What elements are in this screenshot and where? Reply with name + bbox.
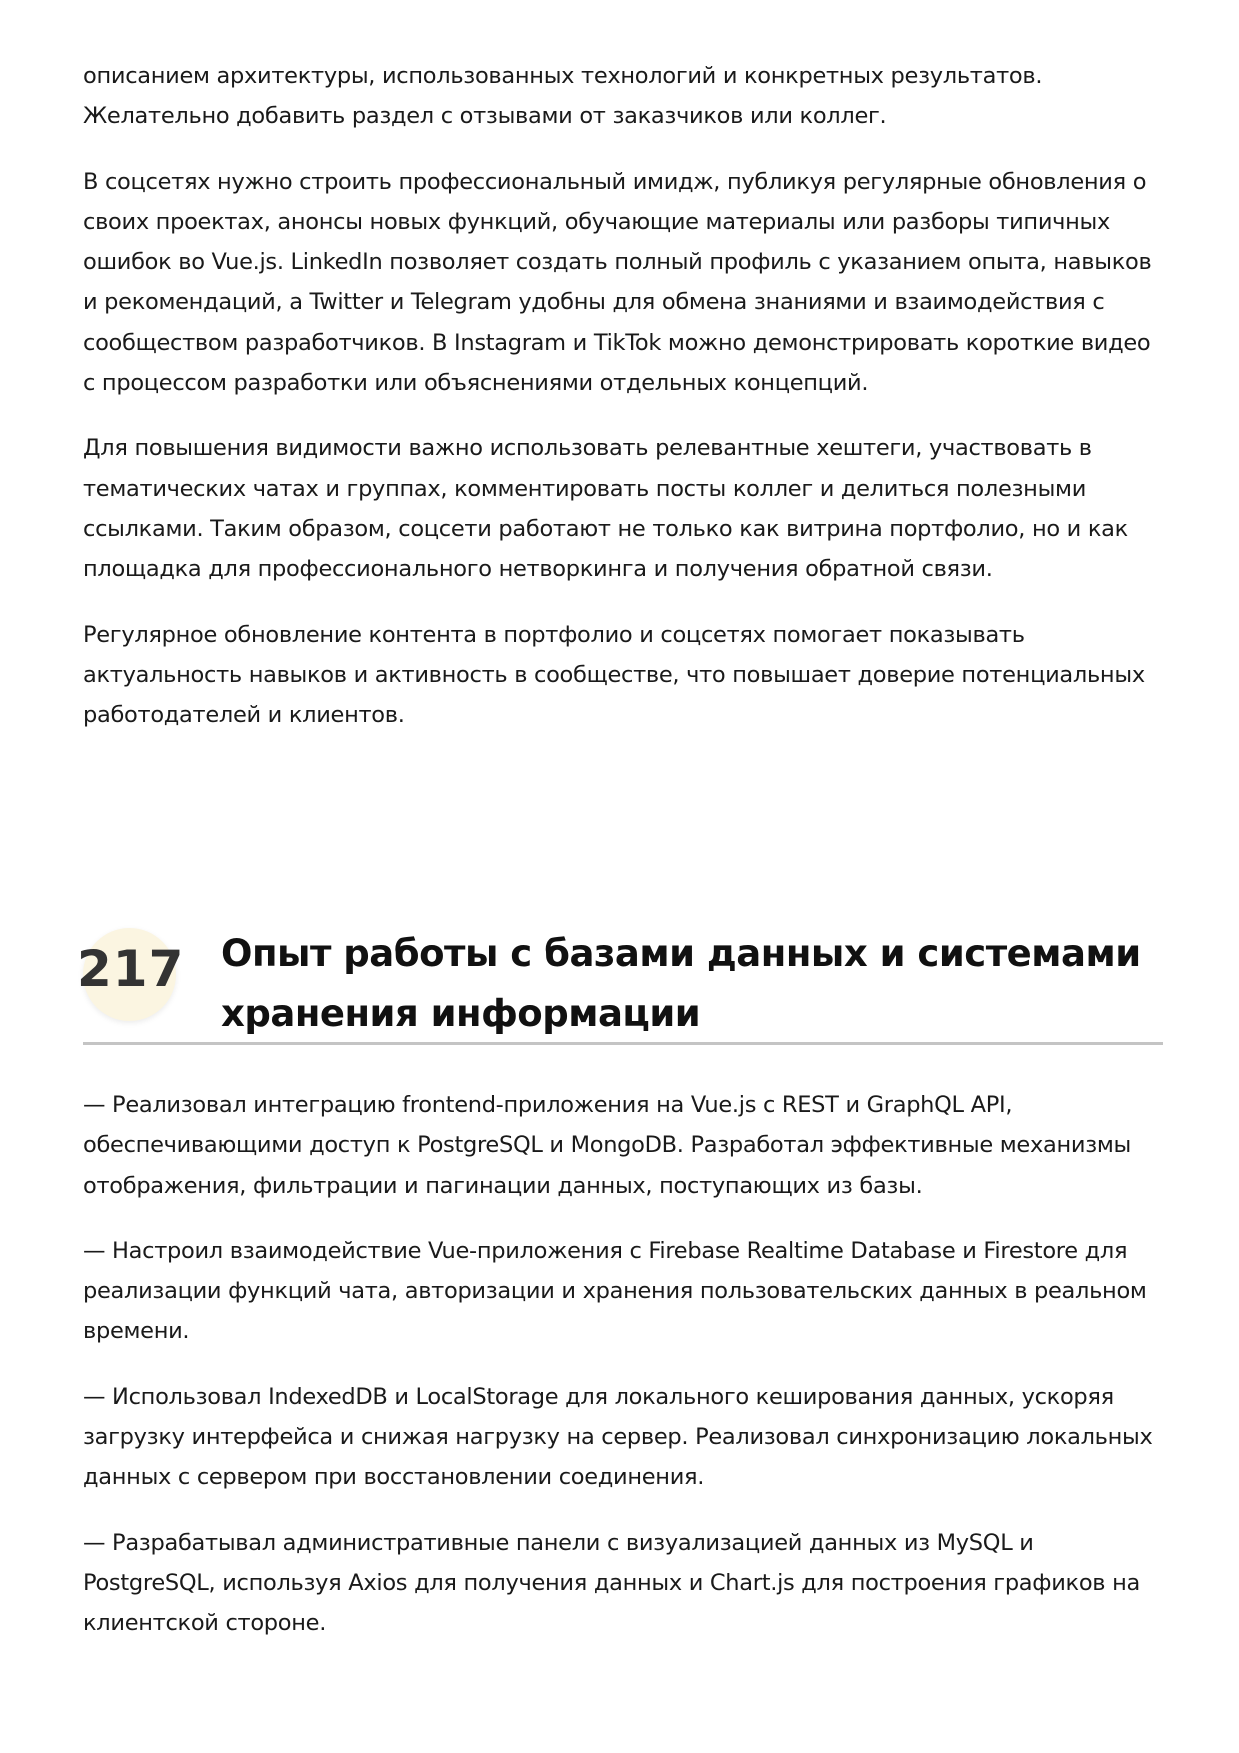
chapter-title-line: хранения информации bbox=[221, 992, 701, 1035]
text-line: данных с сервером при восстановлении соединения. bbox=[83, 1464, 705, 1491]
text-line: сообществом разработчиков. В Instagram и TikTok можно демонстрировать короткие видео bbox=[83, 329, 1151, 356]
section-body bbox=[83, 1085, 1163, 1669]
paragraph bbox=[83, 615, 1163, 736]
text-line: отображения, фильтрации и пагинации данных, поступающих из базы. bbox=[83, 1172, 923, 1199]
text-line: загрузку интерфейса и снижая нагрузку на сервер. Реализовал синхронизацию локальных bbox=[83, 1424, 1153, 1451]
paragraph bbox=[83, 1231, 1163, 1352]
text-line: актуальность навыков и активность в сообществе, что повышает доверие потенциальных bbox=[83, 661, 1145, 688]
text-line: работодателей и клиентов. bbox=[83, 702, 405, 729]
text-line: и рекомендаций, а Twitter и Telegram удобны для обмена знаниями и взаимодействия с bbox=[83, 289, 1105, 316]
chapter-header bbox=[77, 912, 1163, 1045]
text-line: реализации функций чата, авторизации и хранения пользовательских данных в реальном bbox=[83, 1278, 1147, 1305]
paragraph bbox=[83, 1085, 1163, 1206]
paragraph bbox=[83, 56, 1163, 137]
text-line: — Настроил взаимодействие Vue-приложения с Firebase Realtime Database и Firestore для bbox=[83, 1237, 1128, 1264]
paragraph bbox=[83, 1523, 1163, 1644]
text-line: площадка для профессионального нетворкинга и получения обратной связи. bbox=[83, 556, 993, 583]
chapter-number: 217 bbox=[77, 940, 185, 998]
paragraph bbox=[83, 428, 1163, 589]
text-line: ссылками. Таким образом, соцсети работают не только как витрина портфолио, но и как bbox=[83, 515, 1128, 542]
text-line: В соцсетях нужно строить профессиональный имидж, публикуя регулярные обновления о bbox=[83, 168, 1147, 195]
chapter-title-line: Опыт работы с базами данных и системами bbox=[221, 932, 1141, 975]
text-line: PostgreSQL, используя Axios для получения данных и Chart.js для построения графиков на bbox=[83, 1569, 1141, 1596]
text-line: тематических чатах и группах, комментировать посты коллег и делиться полезными bbox=[83, 475, 1087, 502]
paragraph bbox=[83, 1377, 1163, 1498]
text-line: с процессом разработки или объяснениями отдельных концепций. bbox=[83, 370, 869, 397]
text-line: своих проектах, анонсы новых функций, обучающие материалы или разборы типичных bbox=[83, 208, 1111, 235]
paragraph bbox=[83, 162, 1163, 404]
chapter-title bbox=[221, 924, 1151, 1044]
text-line: ошибок во Vue.js. LinkedIn позволяет создать полный профиль с указанием опыта, навыков bbox=[83, 249, 1152, 276]
text-line: — Использовал IndexedDB и LocalStorage для локального кеширования данных, ускоряя bbox=[83, 1383, 1114, 1410]
intro-text bbox=[83, 56, 1163, 760]
text-line: — Разрабатывал административные панели с визуализацией данных из MySQL и bbox=[83, 1529, 1034, 1556]
text-line: Регулярное обновление контента в портфолио и соцсетях помогает показывать bbox=[83, 621, 1025, 648]
text-line: клиентской стороне. bbox=[83, 1610, 327, 1637]
text-line: описанием архитектуры, использованных технологий и конкретных результатов. bbox=[83, 63, 1043, 89]
text-line: Желательно добавить раздел с отзывами от заказчиков или коллег. bbox=[83, 103, 887, 130]
text-line: Для повышения видимости важно использовать релевантные хештеги, участвовать в bbox=[83, 435, 1092, 462]
text-line: — Реализовал интеграцию frontend-приложения на Vue.js с REST и GraphQL API, bbox=[83, 1092, 1013, 1118]
text-line: времени. bbox=[83, 1318, 190, 1345]
text-line: обеспечивающими доступ к PostgreSQL и MongoDB. Разработал эффективные механизмы bbox=[83, 1132, 1131, 1159]
